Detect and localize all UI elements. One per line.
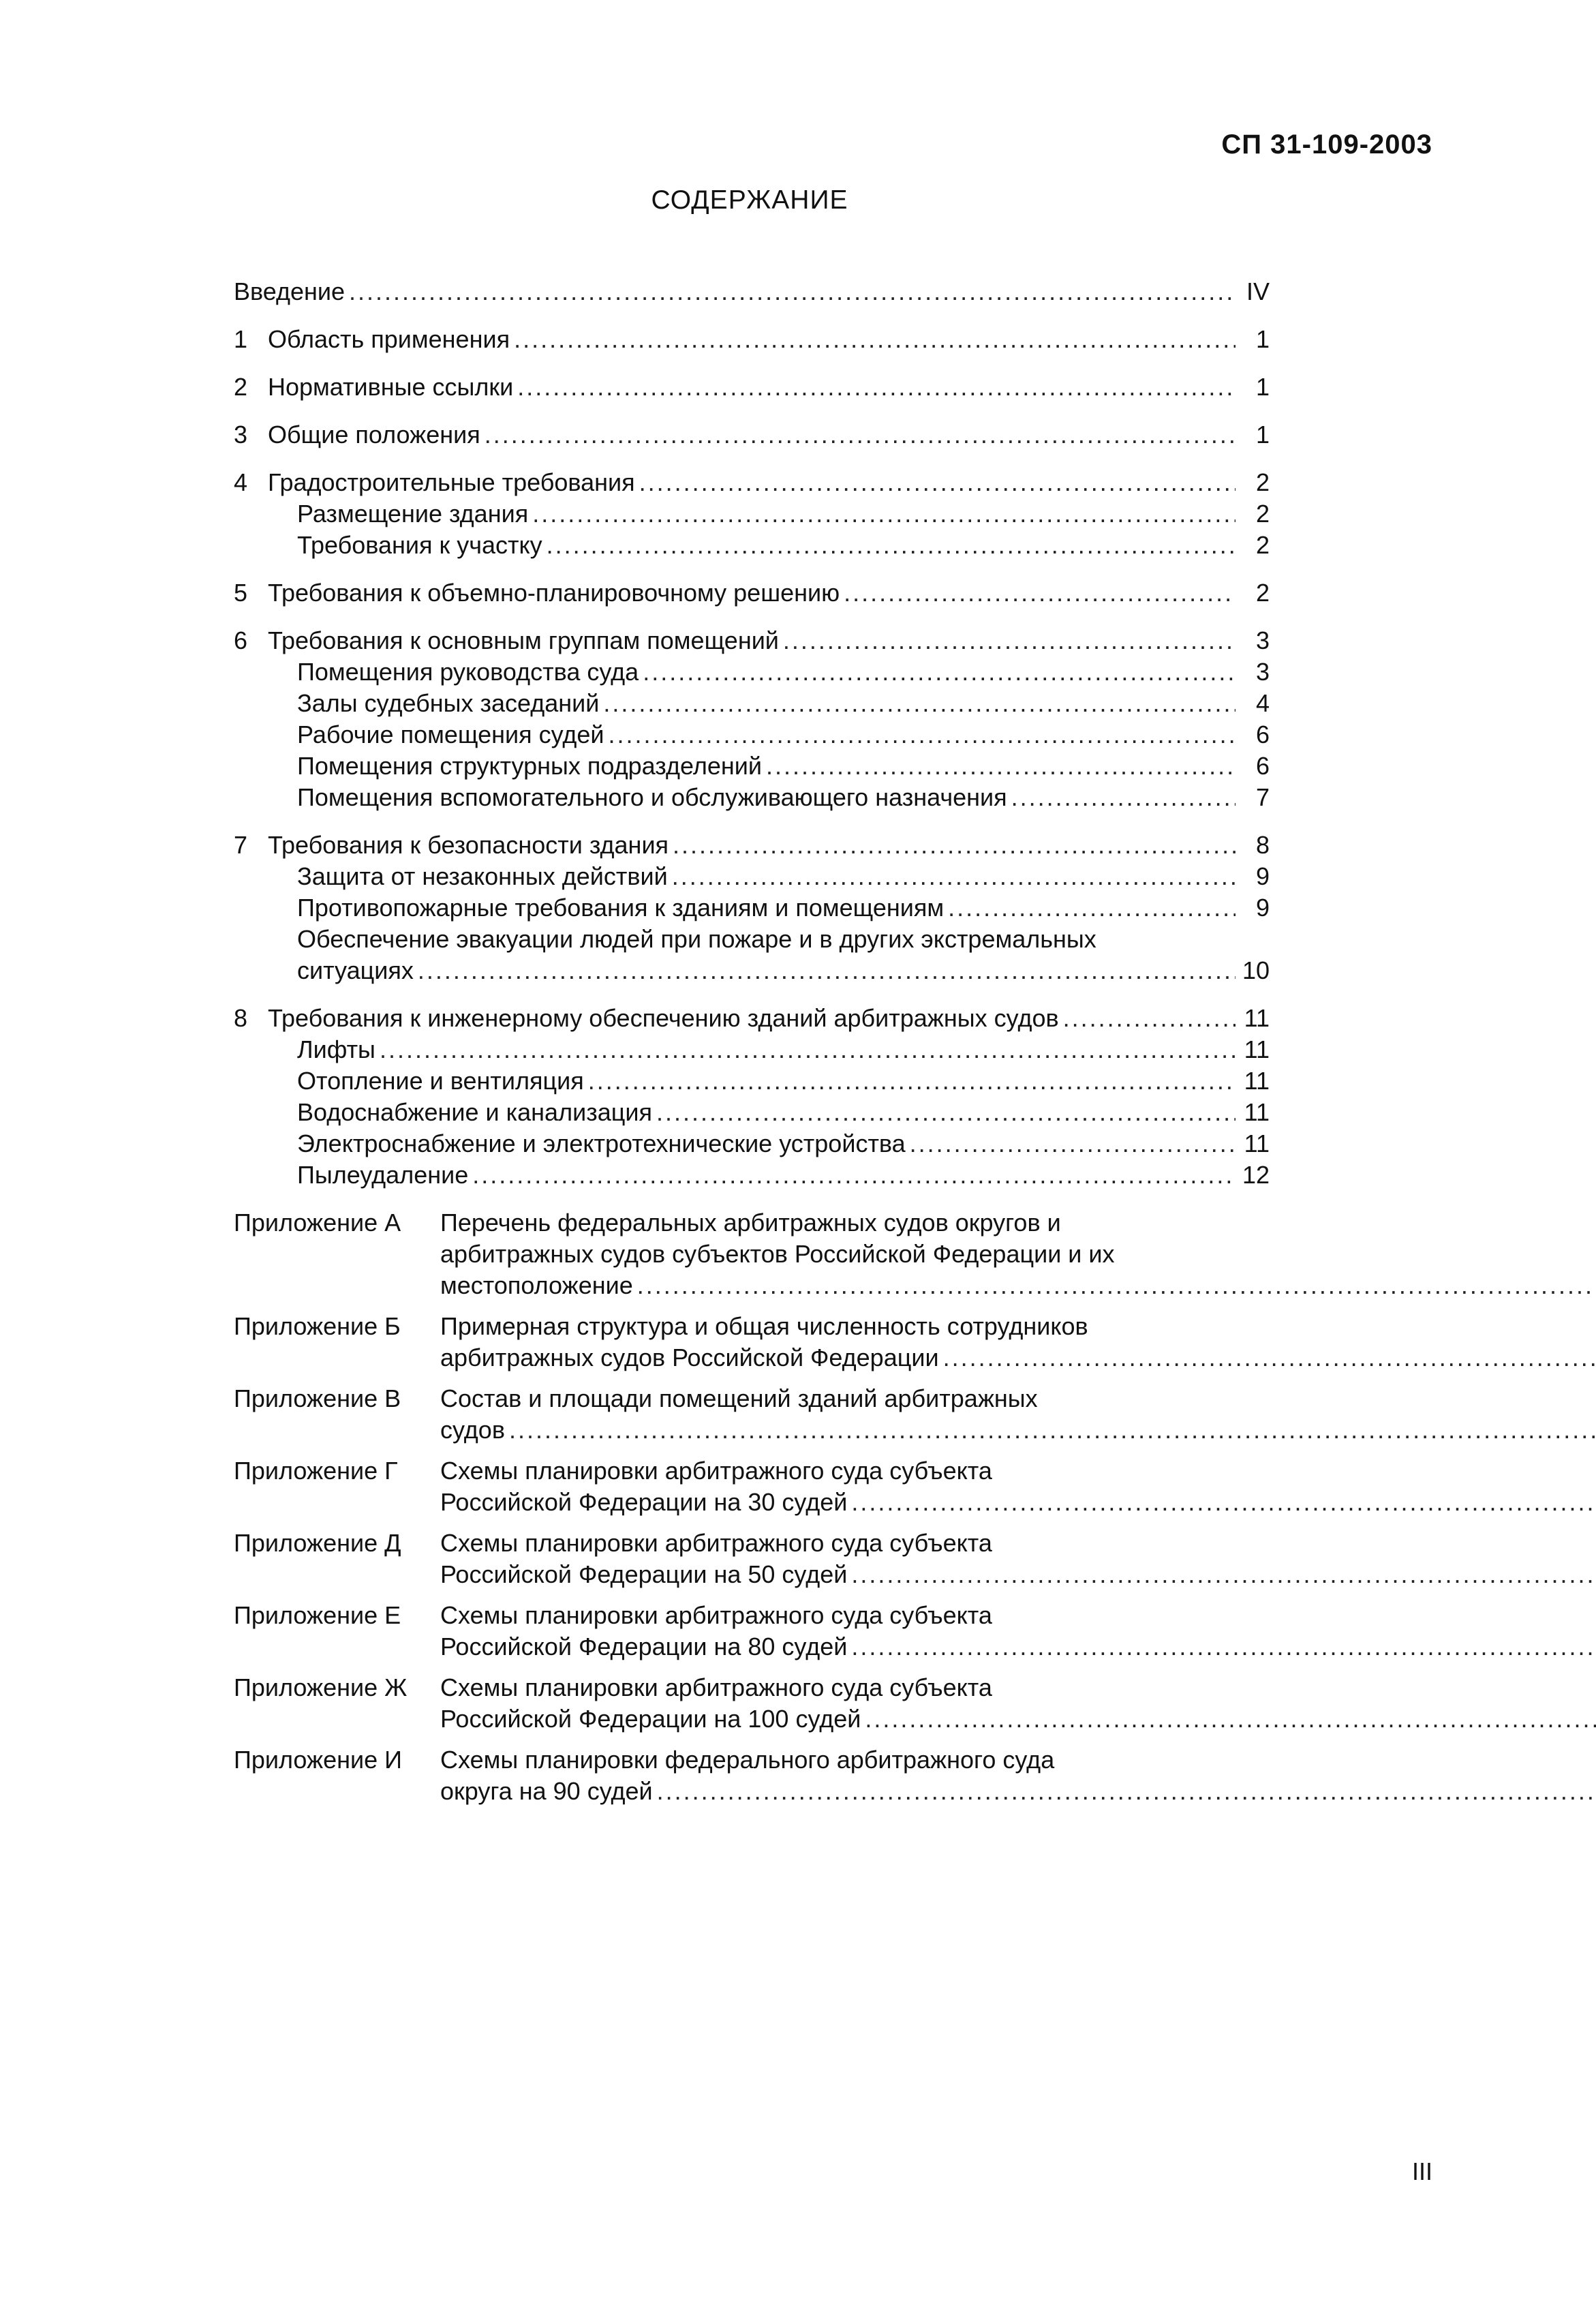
toc-subentry-page: 9 [1255, 862, 1270, 890]
dot-leader [485, 419, 1236, 451]
appendix-title-line: Перечень федеральных арбитражных судов округов и [440, 1209, 1061, 1237]
dot-leader [948, 892, 1236, 924]
toc-subentry[interactable] [234, 1128, 1270, 1159]
toc-entry[interactable] [234, 467, 1270, 498]
toc-subentry[interactable] [234, 1065, 1270, 1097]
dot-leader [865, 1703, 1596, 1735]
appendix-last-line [440, 1414, 1596, 1446]
toc-subentry-page: 6 [1255, 720, 1270, 748]
toc-subentry-page: 10 [1242, 956, 1270, 984]
page-number: III [1411, 2157, 1432, 2185]
toc-subentry[interactable] [234, 530, 1270, 561]
toc-entry[interactable] [234, 371, 1270, 403]
dot-leader [637, 1270, 1596, 1301]
toc-subentry-page: 2 [1255, 500, 1270, 528]
toc-subentry-title: Требования к участку [297, 531, 542, 559]
toc-entry[interactable] [234, 324, 1270, 355]
dot-leader [609, 719, 1236, 750]
appendix-title-line: арбитражных судов субъектов Российской Федерации и их [440, 1240, 1115, 1268]
toc-subentry-page: 7 [1255, 783, 1270, 811]
toc-entry-title: Градостроительные требования [268, 468, 635, 496]
dot-leader [639, 467, 1236, 498]
toc-appendix-v[interactable] [234, 1383, 1270, 1446]
section-number: 3 [234, 421, 248, 449]
toc-subentry-title: Помещения структурных подразделений [297, 752, 762, 780]
dot-leader [517, 371, 1236, 403]
toc-entry-title: Требования к объемно-планировочному решению [268, 579, 840, 607]
toc-entry-title: Требования к инженерному обеспечению зданий арбитражных судов [268, 1004, 1059, 1032]
appendix-label: Приложение В [234, 1384, 401, 1412]
toc-subentry[interactable] [234, 782, 1270, 813]
toc-entry[interactable] [234, 1003, 1270, 1034]
appendix-title-line: округа на 90 судей [440, 1777, 653, 1805]
toc-subentry-page: 11 [1244, 1129, 1270, 1157]
toc-entry[interactable] [234, 577, 1270, 609]
toc-subentry[interactable] [234, 656, 1270, 688]
toc-appendix-g[interactable] [234, 1455, 1270, 1518]
toc-subentry-title: Пылеудаление [297, 1161, 469, 1189]
toc-subentry[interactable] [234, 892, 1270, 924]
appendix-title-line: Схемы планировки федерального арбитражного суда [440, 1746, 1055, 1774]
toc-subentry-last-line [297, 955, 1270, 986]
toc-subentry-page: 11 [1244, 1067, 1270, 1095]
toc-appendix-b[interactable] [234, 1311, 1270, 1374]
dot-leader [472, 1159, 1236, 1191]
toc-subentry[interactable] [234, 750, 1270, 782]
appendix-label: Приложение И [234, 1746, 403, 1774]
dot-leader [783, 625, 1236, 656]
toc-subentry-title: Отопление и вентиляция [297, 1067, 584, 1095]
toc-entry-intro[interactable] [234, 276, 1270, 307]
appendix-title-line: Схемы планировки арбитражного суда субъекта [440, 1601, 992, 1629]
toc-section-3 [234, 419, 1270, 451]
appendix-title-line: Схемы планировки арбитражного суда субъекта [440, 1529, 992, 1557]
toc-entry[interactable] [234, 625, 1270, 656]
appendix-last-line [440, 1487, 1596, 1518]
dot-leader [509, 1414, 1596, 1446]
section-number: 7 [234, 831, 248, 859]
toc-subentry-page: 12 [1242, 1161, 1270, 1189]
toc-subentry[interactable] [234, 861, 1270, 892]
toc-section-8 [234, 1003, 1270, 1191]
toc-entry-page: 2 [1255, 468, 1270, 496]
toc-entry-title: Общие положения [268, 421, 480, 449]
toc-subentry-page: 9 [1255, 894, 1270, 922]
appendix-last-line [440, 1270, 1596, 1301]
toc-subentry-page: 4 [1255, 689, 1270, 717]
toc-subentry-title: Электроснабжение и электротехнические устройства [297, 1129, 906, 1157]
toc-section-6 [234, 625, 1270, 813]
appendix-title-line: Состав и площади помещений зданий арбитражных [440, 1384, 1038, 1412]
toc-subentry-page: 3 [1255, 658, 1270, 686]
toc-subentry-title: Лифты [297, 1035, 375, 1063]
toc-entry-page: 8 [1255, 831, 1270, 859]
dot-leader [851, 1631, 1596, 1663]
appendix-title-line: Российской Федерации на 30 судей [440, 1488, 848, 1516]
appendix-title-line: арбитражных судов Российской Федерации [440, 1344, 939, 1371]
appendix-label: Приложение Г [234, 1457, 398, 1485]
toc-subentry[interactable] [234, 1159, 1270, 1191]
toc-subentry-title: Помещения вспомогательного и обслуживающего назначения [297, 783, 1007, 811]
appendix-body [440, 1600, 1596, 1663]
toc-subentry-page: 11 [1244, 1098, 1270, 1126]
toc-subentry-title-line: ситуациях [297, 956, 414, 984]
appendix-title-line: Схемы планировки арбитражного суда субъекта [440, 1673, 992, 1701]
section-number: 2 [234, 373, 248, 401]
toc-section-2 [234, 371, 1270, 403]
toc-subentry-page: 6 [1255, 752, 1270, 780]
toc-section-1 [234, 324, 1270, 355]
appendix-label: Приложение Д [234, 1529, 401, 1557]
toc-subentry-title-line: Обеспечение эвакуации людей при пожаре и в других экстремальных [297, 925, 1096, 953]
section-number: 6 [234, 626, 248, 654]
dot-leader [380, 1034, 1236, 1065]
toc-subentry-title: Помещения руководства суда [297, 658, 639, 686]
dot-leader [656, 1097, 1236, 1128]
appendix-label: Приложение Ж [234, 1673, 408, 1701]
toc-entry-title: Область применения [268, 325, 510, 353]
dot-leader [673, 830, 1236, 861]
dot-leader [851, 1559, 1596, 1590]
appendix-body [440, 1744, 1596, 1807]
dot-leader [643, 656, 1236, 688]
toc-subentry-title: Защита от незаконных действий [297, 862, 668, 890]
toc-subentry-title: Противопожарные требования к зданиям и помещениям [297, 894, 945, 922]
appendix-body [440, 1672, 1596, 1735]
dot-leader [532, 498, 1236, 530]
toc-subentry[interactable] [234, 498, 1270, 530]
toc-subentry-title: Водоснабжение и канализация [297, 1098, 652, 1126]
toc-subentry[interactable] [234, 1034, 1270, 1065]
toc-subentry-page: 2 [1255, 531, 1270, 559]
toc-subentry-title: Размещение здания [297, 500, 529, 528]
appendix-title-line: Примерная структура и общая численность сотрудников [440, 1312, 1088, 1340]
section-number: 1 [234, 325, 248, 353]
dot-leader [1011, 782, 1236, 813]
appendix-label: Приложение А [234, 1209, 401, 1237]
appendix-body [440, 1528, 1596, 1590]
appendix-title-line: местоположение [440, 1271, 633, 1299]
toc-entry-title: Требования к основным группам помещений [268, 626, 779, 654]
page-title: СОДЕРЖАНИЕ [651, 185, 848, 215]
toc-appendix-e[interactable] [234, 1600, 1270, 1663]
dot-leader [349, 276, 1236, 307]
appendix-last-line [440, 1776, 1596, 1807]
appendix-title-line: Российской Федерации на 80 судей [440, 1633, 848, 1660]
toc-entry-page: 1 [1255, 325, 1270, 353]
toc-entry-page: 11 [1244, 1004, 1270, 1032]
appendix-last-line [440, 1559, 1596, 1590]
appendix-last-line [440, 1631, 1596, 1663]
toc-subentry-title: Залы судебных заседаний [297, 689, 600, 717]
toc-subentry[interactable] [234, 1097, 1270, 1128]
toc-entry-title: Введение [234, 277, 346, 305]
appendix-label: Приложение Б [234, 1312, 401, 1340]
toc-section-7 [234, 830, 1270, 986]
document-code: СП 31-109-2003 [1221, 130, 1432, 160]
appendix-title-line: Российской Федерации на 100 судей [440, 1705, 861, 1733]
toc-entry[interactable] [234, 419, 1270, 451]
dot-leader [588, 1065, 1236, 1097]
toc-entry-page: 3 [1255, 626, 1270, 654]
dot-leader [910, 1128, 1236, 1159]
toc-entry-page: 2 [1255, 579, 1270, 607]
dot-leader [1063, 1003, 1236, 1034]
dot-leader [672, 861, 1236, 892]
toc-entry[interactable] [234, 830, 1270, 861]
dot-leader [766, 750, 1236, 782]
toc-subentry-title: Рабочие помещения судей [297, 720, 604, 748]
appendix-body [440, 1455, 1596, 1518]
toc-entry-page: 1 [1255, 421, 1270, 449]
appendix-last-line [440, 1342, 1596, 1374]
dot-leader [657, 1776, 1596, 1807]
dot-leader [844, 577, 1236, 609]
toc-subentry[interactable] [234, 688, 1270, 719]
toc-subentry-page: 11 [1244, 1035, 1270, 1063]
dot-leader [943, 1342, 1596, 1374]
table-of-contents [234, 276, 1270, 1817]
toc-appendix-i[interactable] [234, 1744, 1270, 1807]
section-number: 4 [234, 468, 248, 496]
toc-appendix-zh[interactable] [234, 1672, 1270, 1735]
appendix-label: Приложение Е [234, 1601, 401, 1629]
dot-leader [851, 1487, 1596, 1518]
appendix-title-line: Российской Федерации на 50 судей [440, 1560, 848, 1588]
toc-entry-title: Требования к безопасности здания [268, 831, 669, 859]
dot-leader [514, 324, 1236, 355]
appendix-title-line: судов [440, 1416, 505, 1444]
dot-leader [603, 688, 1236, 719]
section-number: 5 [234, 579, 248, 607]
dot-leader [547, 530, 1236, 561]
toc-subentry[interactable] [234, 719, 1270, 750]
appendix-body [440, 1207, 1596, 1301]
toc-subentry-multiline[interactable] [234, 924, 1270, 986]
appendix-body [440, 1383, 1596, 1446]
appendix-body [440, 1311, 1596, 1374]
appendix-title-line: Схемы планировки арбитражного суда субъекта [440, 1457, 992, 1485]
toc-entry-page: IV [1246, 277, 1270, 305]
toc-appendix-d[interactable] [234, 1528, 1270, 1590]
appendix-last-line [440, 1703, 1596, 1735]
section-number: 8 [234, 1004, 248, 1032]
toc-entry-page: 1 [1255, 373, 1270, 401]
dot-leader [418, 955, 1236, 986]
toc-section-intro [234, 276, 1270, 307]
toc-entry-title: Нормативные ссылки [268, 373, 514, 401]
toc-section-5 [234, 577, 1270, 609]
toc-section-4 [234, 467, 1270, 561]
toc-appendix-a[interactable] [234, 1207, 1270, 1301]
